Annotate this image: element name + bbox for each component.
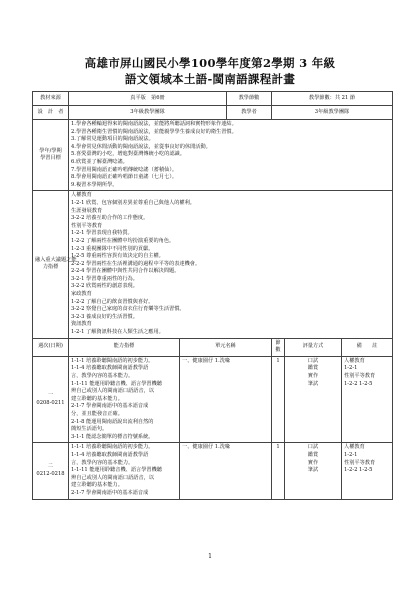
unit-cell: 一、健康園仔 1.洗喙 bbox=[180, 443, 272, 499]
issue-item: 1-2-2 了解自己的飲食習慣與喜好。 bbox=[71, 298, 154, 305]
remark-line: 人權教育 bbox=[344, 357, 365, 364]
issues-label-line: 力指標 bbox=[42, 264, 59, 271]
indicator-line: 簡短生活語句。 bbox=[71, 426, 108, 433]
issue-item: 性別平等教育 bbox=[71, 222, 103, 229]
issues-label-line: 融入重大議題之能 bbox=[35, 256, 77, 263]
document-subtitle: 語文領域本土語-閩南語課程計畫 bbox=[124, 72, 296, 86]
issue-item: 人權教育 bbox=[71, 192, 92, 199]
unit-cell: 一、健康園仔 1.洗喙 bbox=[180, 356, 272, 443]
col-remarks-header: 備 註 bbox=[342, 338, 393, 356]
assessment-item: 實作 bbox=[307, 373, 319, 379]
remark-line: 人權教育 bbox=[344, 444, 365, 451]
week-row bbox=[33, 356, 393, 443]
assessment-cell bbox=[285, 356, 342, 443]
remarks-cell bbox=[342, 356, 393, 443]
issue-item: 3-2-1 學習尊重兩性的行為。 bbox=[71, 275, 138, 282]
indicator-line: 2-1-7 學會閩南語中的基本語音成 bbox=[71, 489, 149, 496]
assessment-item: 口試 bbox=[307, 357, 319, 364]
remark-line: 1-2-1 bbox=[344, 365, 358, 372]
goal-item: 5.喜愛臺灣的小吃，增進對臺灣傳統小吃的認識。 bbox=[71, 151, 185, 158]
assessment-item: 實作 bbox=[307, 459, 319, 466]
issue-item: 3-2-2 察覺自己家庭的食衣住行育樂等生活習慣。 bbox=[71, 306, 185, 313]
version-value: 真平版 第6冊 bbox=[69, 92, 227, 106]
weekly-value: 教學節數：共 21 節 bbox=[272, 92, 393, 106]
indicator-cell bbox=[69, 443, 180, 499]
goal-item: 6.欣賞並了解臺灣唸謠。 bbox=[71, 158, 128, 165]
goal-item: 9.複習本學期所學。 bbox=[71, 181, 118, 188]
assessment-item: 口試 bbox=[307, 444, 319, 451]
col-periods-header: 節數 bbox=[272, 338, 285, 356]
week-cell bbox=[33, 443, 69, 499]
issues-list bbox=[69, 191, 393, 338]
goal-item: 4.學會常見休閒活動的閩南語說法，並從事良好的休閒活動。 bbox=[71, 143, 211, 150]
designer-row bbox=[33, 106, 393, 120]
issue-item: 3-2-3 養成良好的生活習慣。 bbox=[71, 313, 138, 320]
schedule-header-row bbox=[33, 338, 393, 356]
issue-item: 3-2-2 培養互助合作的工作態度。 bbox=[71, 215, 149, 222]
goals-label-line: 學年/學期 bbox=[39, 147, 62, 154]
indicator-line: 1-1-11 能運用聆聽音機、語言學習機聽 bbox=[71, 380, 162, 387]
weekly-label: 教學節數 bbox=[227, 92, 272, 106]
indicator-line: 2-1-8 能運用閩南語說出流利自然的 bbox=[71, 418, 154, 425]
indicator-line: 1-1-1 培養聆聽閩南語的初步能力。 bbox=[71, 444, 154, 451]
week-number: 二 bbox=[47, 463, 54, 470]
remark-line: 性別平等教育 bbox=[344, 373, 376, 379]
remark-line: 性別平等教育 bbox=[344, 459, 376, 466]
col-unit-header: 單元名稱 bbox=[180, 338, 272, 356]
remark-line: 1-2-1 bbox=[344, 451, 358, 458]
goal-item: 7.學習用閩南語正確吟唱傳統唸謠（蓄積仙）。 bbox=[71, 166, 178, 173]
indicator-line: 言，教學內容的基本能力。 bbox=[71, 459, 134, 466]
goal-item: 1.學會各種輪迴得來的閩南語說法，並能將所聽話詞和實物形象作連結。 bbox=[71, 121, 237, 127]
page-number: 1 bbox=[208, 553, 212, 560]
assessment-item: 筆試 bbox=[307, 380, 319, 387]
issue-item: 生涯發展教育 bbox=[71, 207, 103, 214]
indicator-line: 建立聆聽的基本能力。 bbox=[71, 395, 123, 402]
indicator-line: 建立聆聽的基本能力。 bbox=[71, 482, 123, 489]
indicator-line: 辨自己或別人的閩南語口語語音，以 bbox=[71, 474, 155, 481]
indicator-line: 1-1-4 培養聽取教師閩南語教學語 bbox=[71, 451, 149, 458]
assessment-item: 鑑賞 bbox=[307, 451, 319, 458]
issue-item: 1-2-1 欣賞、包容個別差異並尊重自己與他人的權利。 bbox=[71, 199, 195, 206]
remark-line: 1-2-2 1-2-5 bbox=[344, 380, 373, 387]
remarks-cell bbox=[342, 443, 393, 499]
indicator-line: 1-1-4 培養聽取教師閩南語教學語 bbox=[71, 365, 149, 372]
designer-value: 3年級教學團隊 bbox=[69, 106, 227, 120]
teacher-value: 3年級教學團隊 bbox=[272, 106, 393, 120]
goals-label-line: 學習目標 bbox=[40, 155, 61, 162]
assessment-item: 鑑賞 bbox=[307, 365, 319, 372]
remark-line: 1-2-2 1-2-5 bbox=[344, 467, 373, 474]
issue-item: 1-2-1 了解資訊科技在人類生活之應用。 bbox=[71, 329, 164, 336]
indicator-cell bbox=[69, 356, 180, 443]
col-assessment-header: 評量方式 bbox=[285, 338, 342, 356]
assessment-cell bbox=[285, 443, 342, 499]
goal-item: 8.學會用閩南語正確吟唱節日童謠（七月七）。 bbox=[71, 174, 178, 181]
indicator-line: 2-1-7 學會閩南語中的基本語音成 bbox=[71, 403, 149, 410]
issue-item: 2-2-2 學習兩性在生活裡溝通的過程中平等的表達機會。 bbox=[71, 260, 201, 267]
week-dates: 0212-0218 bbox=[36, 470, 65, 477]
col-indicator-header: 能力指標 bbox=[69, 338, 180, 356]
issue-item: 資訊教育 bbox=[71, 321, 92, 328]
week-number: 一 bbox=[47, 391, 54, 398]
issue-item: 家政教育 bbox=[71, 291, 92, 298]
week-row bbox=[33, 443, 393, 499]
curriculum-table bbox=[32, 91, 393, 500]
issues-label bbox=[33, 191, 77, 338]
indicator-line: 1-1-1 培養聆聽閩南語的初步能力。 bbox=[71, 357, 154, 364]
issue-item: 2-2-4 學習在團體中與性共同合作以解決問題。 bbox=[71, 268, 180, 275]
goals-row bbox=[33, 120, 393, 191]
version-row bbox=[33, 92, 393, 106]
indicator-line: 言，教學內容的基本能力。 bbox=[71, 373, 134, 379]
version-label: 教材來源 bbox=[33, 92, 69, 106]
periods-cell: 1 bbox=[272, 443, 285, 499]
goal-item: 2.學習各種衛生習慣的閩南語說法，並能親學學生養成良好的衛生習慣。 bbox=[71, 128, 237, 135]
indicator-line: 辨自己或別人的閩南語口語語音，以 bbox=[71, 388, 155, 395]
goals-label bbox=[33, 120, 69, 191]
assessment-item: 筆試 bbox=[307, 467, 319, 474]
goals-list bbox=[69, 120, 393, 191]
goal-item: 3.了解常見運動項目的閩南語說法。 bbox=[71, 136, 154, 143]
issue-item: 1-2-3 重視團隊中不同性別的貢獻。 bbox=[71, 245, 154, 252]
periods-cell: 1 bbox=[272, 356, 285, 443]
issues-row bbox=[33, 191, 393, 338]
issue-item: 1-2-1 學習表現自我特質。 bbox=[71, 230, 133, 237]
document-title: 高雄市屏山國民小學100學年度第2學期 3 年級 bbox=[84, 56, 336, 70]
issue-item: 1-2-5 尊重兩性容異有效決定的自主權。 bbox=[71, 253, 164, 260]
issue-item: 3-2-2 欣賞兩性的創意表現。 bbox=[71, 283, 138, 290]
indicator-line: 3-1-1 能認念簡單的標音符號系統。 bbox=[71, 433, 154, 440]
week-cell bbox=[33, 356, 69, 443]
indicator-line: 1-1-11 能運用聆聽音機、語言學習機聽 bbox=[71, 467, 162, 474]
teacher-label: 教學者 bbox=[227, 106, 272, 120]
week-dates: 0208-0211 bbox=[36, 399, 65, 406]
issue-item: 1-2-2 了解兩性在團體中均扮演重要的角色。 bbox=[71, 237, 175, 244]
designer-label: 設 計 者 bbox=[33, 106, 69, 120]
col-week-header: 週次(日期) bbox=[33, 338, 69, 356]
indicator-line: 分，並且能發音正確。 bbox=[71, 410, 123, 417]
